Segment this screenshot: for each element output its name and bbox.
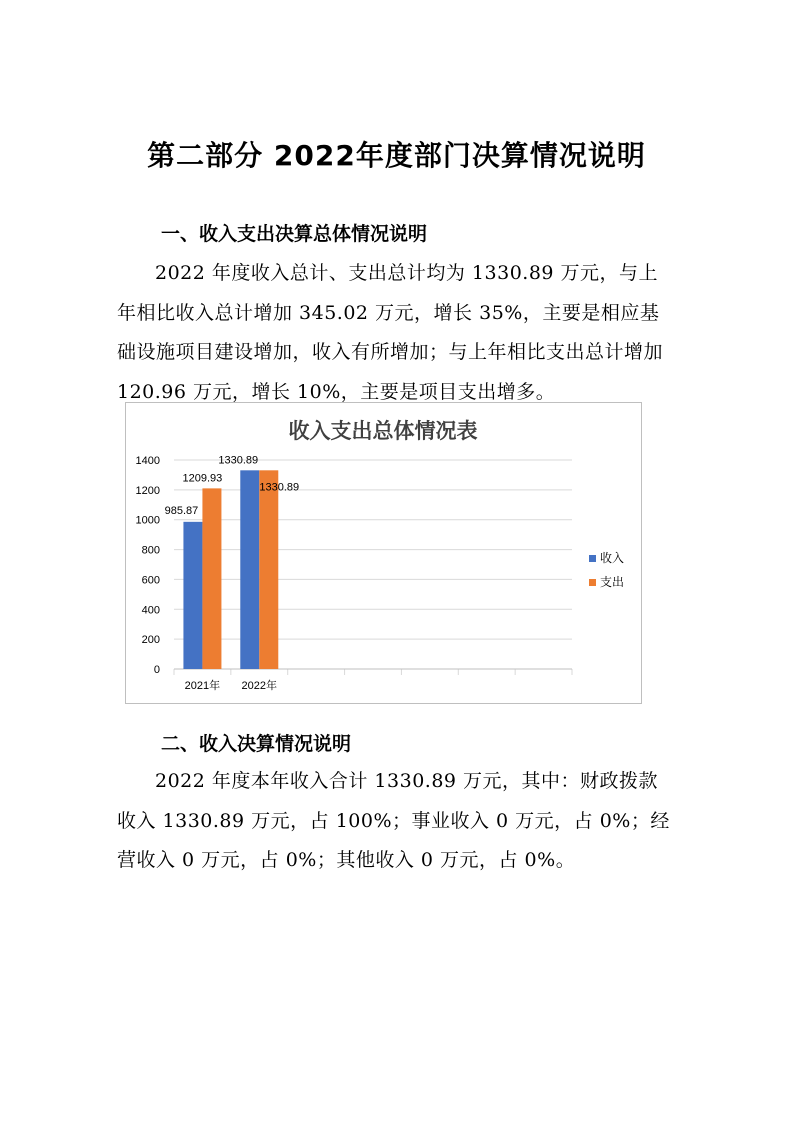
y-tick-label: 0 [153, 664, 160, 676]
y-tick-label: 1200 [135, 484, 160, 497]
y-tick-label: 1000 [135, 514, 160, 527]
x-tick-label: 2022年 [241, 680, 278, 692]
y-tick-label: 200 [141, 634, 160, 647]
bar-income [183, 522, 202, 669]
legend-swatch [589, 579, 596, 586]
bar-expense [202, 488, 221, 669]
data-label: 1330.89 [218, 454, 259, 467]
legend-label: 收入 [600, 551, 625, 565]
y-tick-label: 400 [141, 604, 160, 617]
legend-label: 支出 [600, 575, 625, 589]
bar-expense [259, 470, 278, 669]
y-tick-label: 1400 [135, 455, 160, 467]
page-title: 第二部分 2022年度部门决算情况说明 [147, 139, 646, 172]
data-label: 1209.93 [182, 472, 223, 485]
section2-paragraph: 2022 年度本年收入合计 1330.89 万元，其中：财政拨款收入 1330.89 万元，占 100%；事业收入 0 万元，占 0%；经营收入 0 万元，占 0%；其他收入 0 万元，占 0%。 [117, 770, 670, 871]
legend-swatch [589, 555, 596, 562]
y-tick-label: 800 [141, 544, 160, 557]
chart-canvas [126, 403, 641, 703]
y-tick-label: 600 [141, 574, 160, 587]
section2-heading: 二、收入决算情况说明 [161, 733, 352, 755]
section1-heading: 一、收入支出决算总体情况说明 [161, 223, 428, 245]
bar-income [240, 470, 259, 669]
chart-title: 收入支出总体情况表 [288, 420, 478, 443]
data-label: 985.87 [164, 504, 199, 517]
data-label: 1330.89 [259, 481, 300, 494]
section1-paragraph: 2022 年度收入总计、支出总计均为 1330.89 万元，与上年相比收入总计增加 345.02 万元，增长 35%，主要是相应基础设施项目建设增加，收入有所增加；与上年相比支出总计增加 120.96 万元，增长 10%，主要是项目支出增多。 [117, 262, 664, 403]
income-expense-chart [125, 402, 642, 704]
x-tick-label: 2021年 [184, 680, 221, 692]
